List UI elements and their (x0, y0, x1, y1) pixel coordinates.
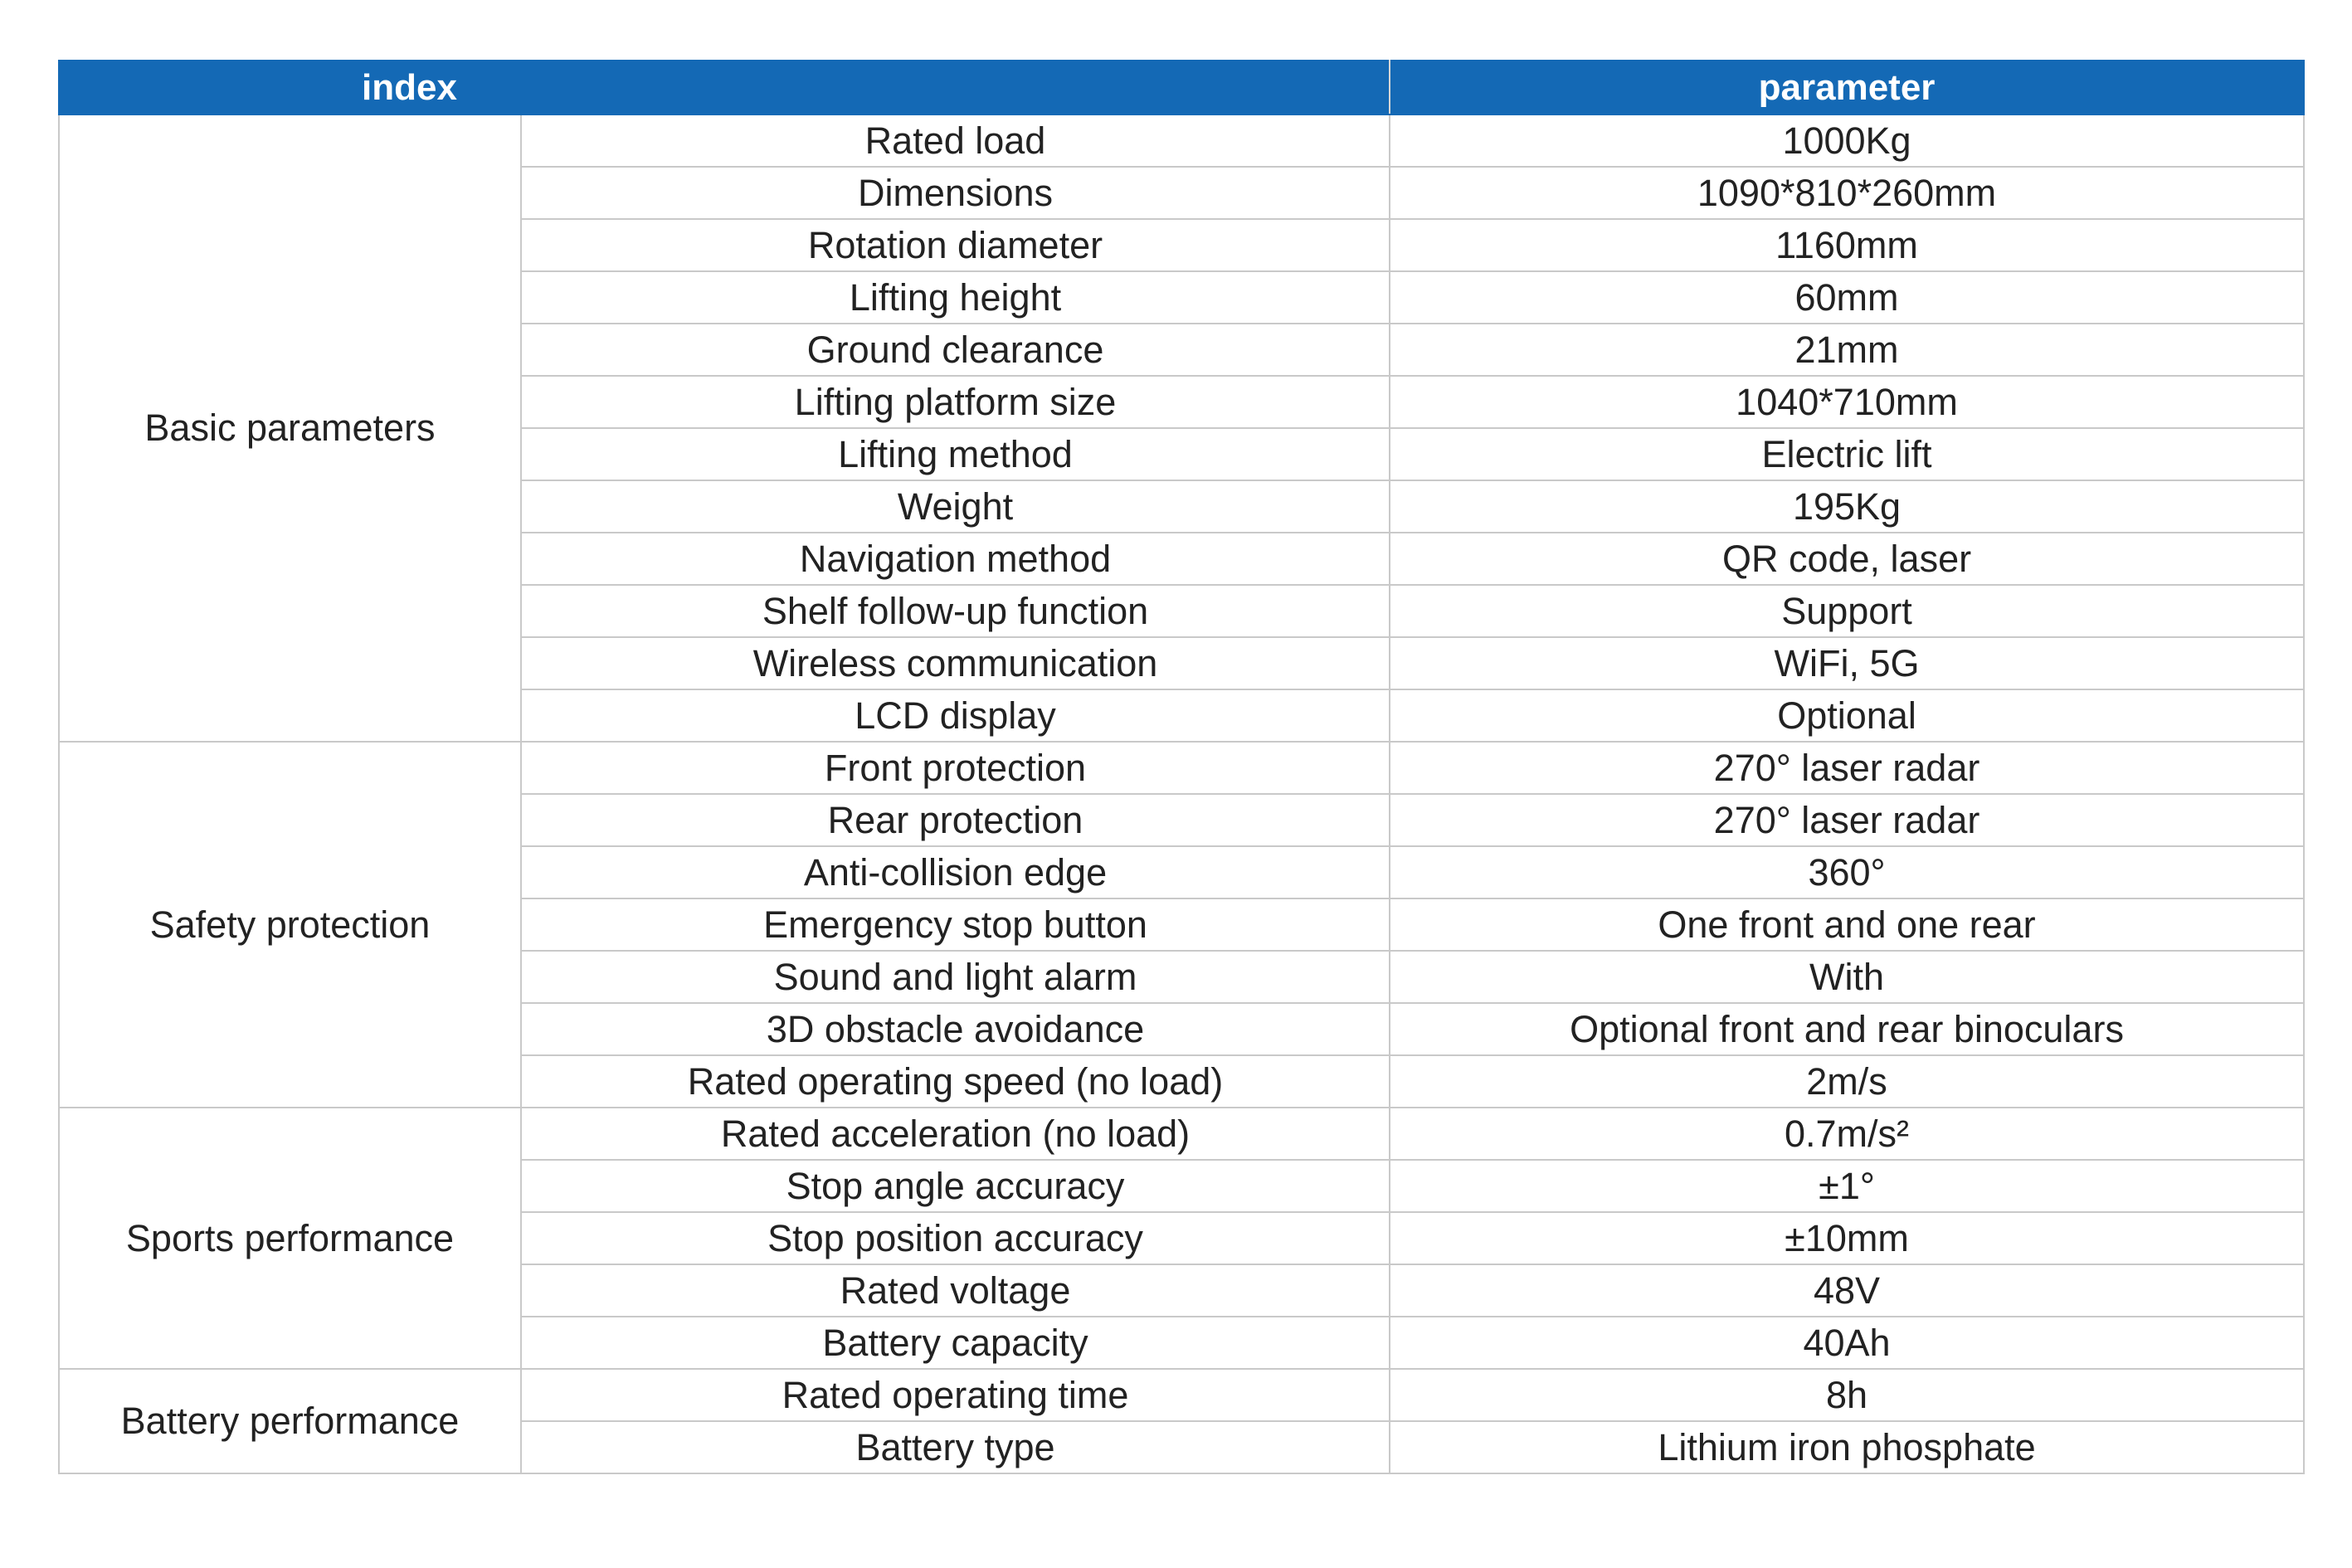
item-label: Lifting method (521, 428, 1390, 480)
table-row (59, 1369, 2304, 1421)
item-label: Rated operating speed (no load) (521, 1055, 1390, 1108)
group-label: Sports performance (59, 1108, 521, 1369)
item-label: Battery capacity (521, 1317, 1390, 1369)
item-label: 3D obstacle avoidance (521, 1003, 1390, 1055)
item-label: Rated operating time (521, 1369, 1390, 1421)
item-value: Optional (1390, 689, 2304, 742)
item-label: Weight (521, 480, 1390, 533)
item-value: 270° laser radar (1390, 794, 2304, 846)
table-row (59, 1108, 2304, 1160)
group-label: Basic parameters (59, 114, 521, 742)
item-value: 21mm (1390, 324, 2304, 376)
item-label: Rotation diameter (521, 219, 1390, 271)
item-value: One front and one rear (1390, 898, 2304, 951)
item-value: ±10mm (1390, 1212, 2304, 1264)
item-value: ±1° (1390, 1160, 2304, 1212)
item-label: Ground clearance (521, 324, 1390, 376)
group-label: Battery performance (59, 1369, 521, 1473)
item-value: Support (1390, 585, 2304, 637)
item-value: Electric lift (1390, 428, 2304, 480)
item-value: 2m/s (1390, 1055, 2304, 1108)
item-label: Front protection (521, 742, 1390, 794)
item-value: Optional front and rear binoculars (1390, 1003, 2304, 1055)
item-value: 1040*710mm (1390, 376, 2304, 428)
item-label: LCD display (521, 689, 1390, 742)
item-label: Emergency stop button (521, 898, 1390, 951)
item-label: Stop angle accuracy (521, 1160, 1390, 1212)
item-label: Lifting platform size (521, 376, 1390, 428)
header-parameter: parameter (1390, 61, 2304, 114)
item-value: Lithium iron phosphate (1390, 1421, 2304, 1473)
table-row (59, 114, 2304, 167)
group-label: Safety protection (59, 742, 521, 1108)
item-label: Dimensions (521, 167, 1390, 219)
item-value: 60mm (1390, 271, 2304, 324)
item-label: Rated load (521, 114, 1390, 167)
item-label: Anti-collision edge (521, 846, 1390, 898)
item-label: Rated voltage (521, 1264, 1390, 1317)
table-row (59, 742, 2304, 794)
item-value: 270° laser radar (1390, 742, 2304, 794)
item-label: Sound and light alarm (521, 951, 1390, 1003)
header-index: index (59, 61, 1390, 114)
item-value: 40Ah (1390, 1317, 2304, 1369)
item-label: Shelf follow-up function (521, 585, 1390, 637)
item-value: 1160mm (1390, 219, 2304, 271)
item-value: 48V (1390, 1264, 2304, 1317)
item-label: Rated acceleration (no load) (521, 1108, 1390, 1160)
table-header (59, 61, 2304, 114)
item-value: 8h (1390, 1369, 2304, 1421)
item-value: WiFi, 5G (1390, 637, 2304, 689)
header-row (59, 61, 2304, 114)
item-label: Rear protection (521, 794, 1390, 846)
item-label: Stop position accuracy (521, 1212, 1390, 1264)
item-label: Battery type (521, 1421, 1390, 1473)
item-label: Wireless communication (521, 637, 1390, 689)
table-body (59, 114, 2304, 1473)
item-value: 195Kg (1390, 480, 2304, 533)
item-value: With (1390, 951, 2304, 1003)
item-value: 1000Kg (1390, 114, 2304, 167)
item-label: Lifting height (521, 271, 1390, 324)
spec-table (58, 60, 2305, 1474)
item-value: 1090*810*260mm (1390, 167, 2304, 219)
item-value: QR code, laser (1390, 533, 2304, 585)
item-value: 360° (1390, 846, 2304, 898)
item-label: Navigation method (521, 533, 1390, 585)
item-value: 0.7m/s² (1390, 1108, 2304, 1160)
